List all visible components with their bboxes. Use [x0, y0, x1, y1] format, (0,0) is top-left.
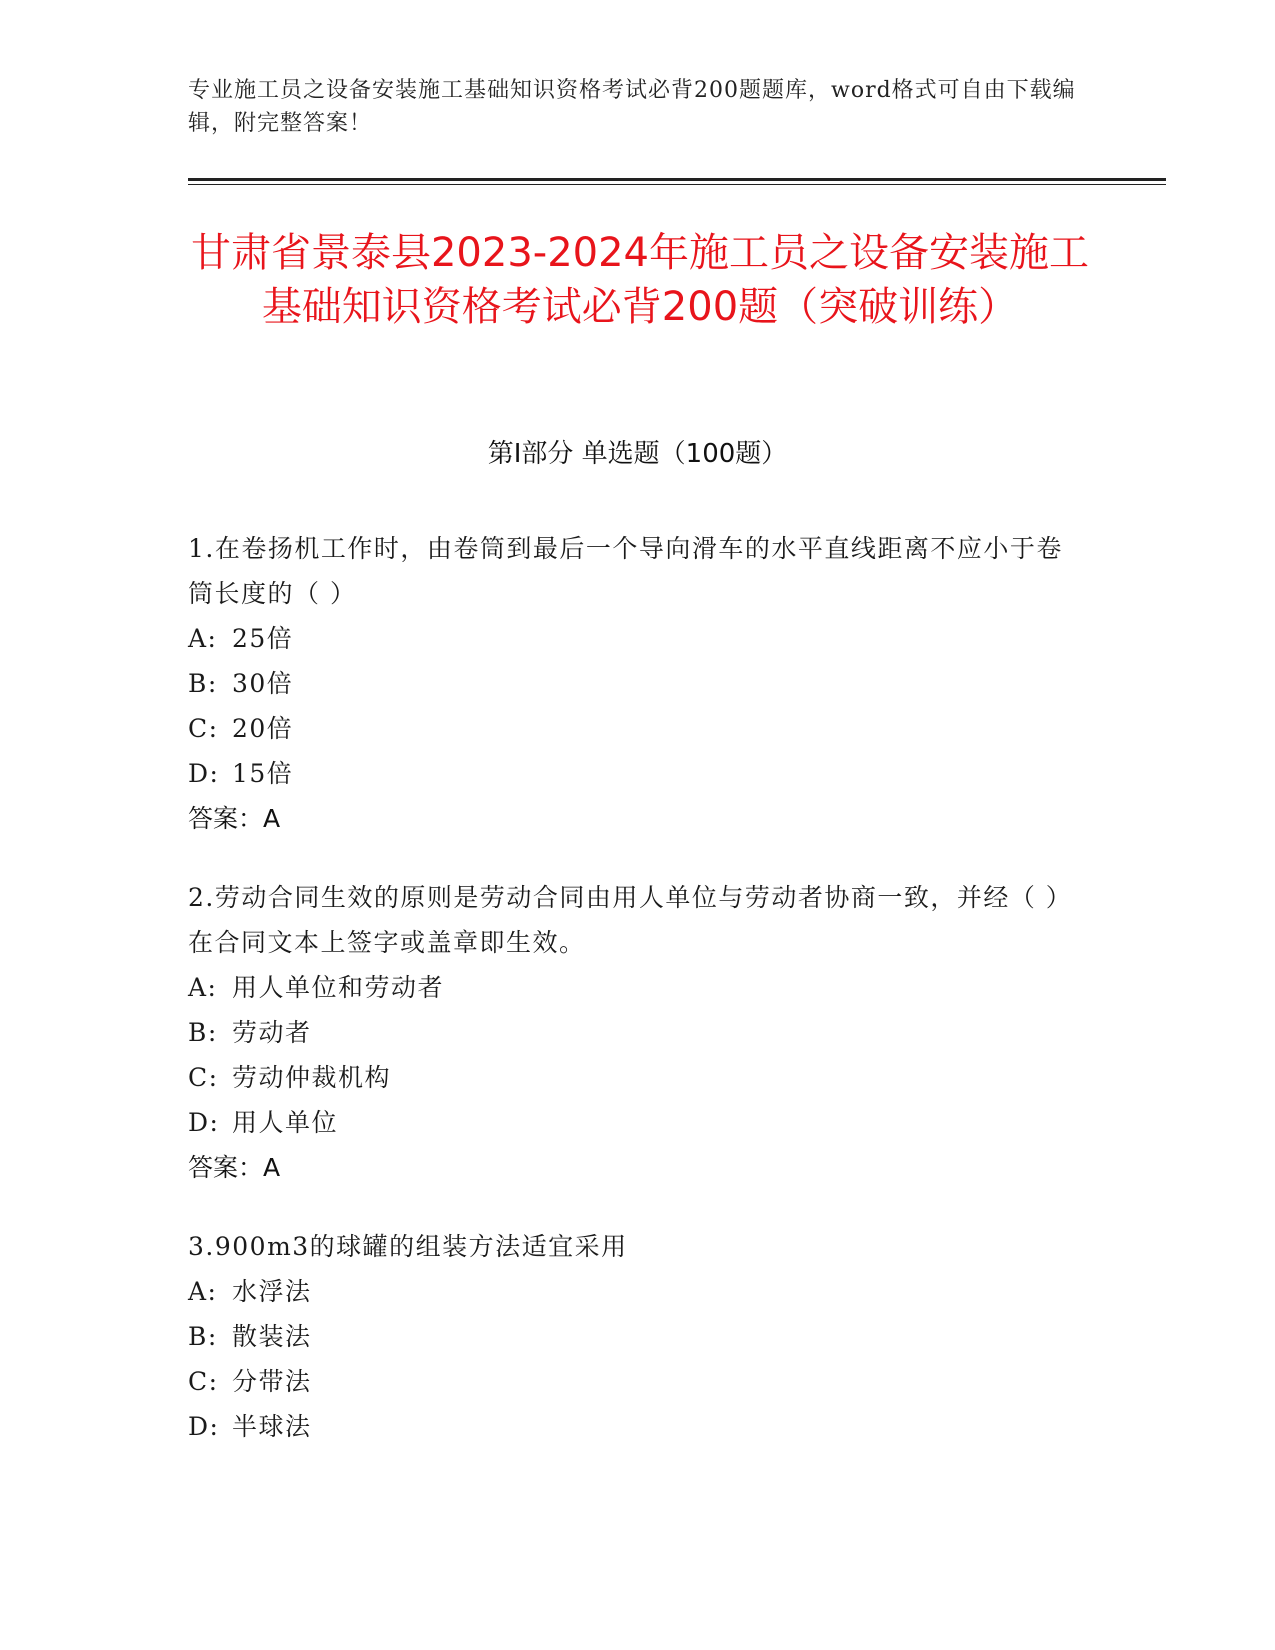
option-key: B:	[188, 1322, 218, 1351]
option-text: 用人单位	[232, 1108, 339, 1137]
option-c	[188, 1055, 1068, 1100]
option-d	[188, 1100, 1068, 1145]
option-key: D:	[188, 1412, 220, 1441]
option-key: A:	[188, 624, 218, 653]
option-key: C:	[188, 714, 219, 743]
option-b	[188, 661, 1068, 706]
option-text: 劳动者	[232, 1018, 312, 1047]
option-c	[188, 706, 1068, 751]
option-text: 15倍	[232, 759, 294, 788]
option-c	[188, 1359, 1068, 1404]
option-key: B:	[188, 1018, 218, 1047]
answer-line: 答案：A	[188, 1153, 281, 1182]
option-key: C:	[188, 1063, 219, 1092]
option-key: D:	[188, 759, 220, 788]
option-text: 30倍	[232, 669, 294, 698]
header-divider-thin	[188, 184, 1166, 185]
option-a	[188, 1269, 1068, 1314]
option-key: D:	[188, 1108, 220, 1137]
option-a	[188, 616, 1068, 661]
question-stem: 2.劳动合同生效的原则是劳动合同由用人单位与劳动者协商一致，并经（ ）在合同文本上签字或盖章即生效。	[188, 883, 1060, 957]
option-text: 分带法	[232, 1367, 312, 1396]
document-title: 甘肃省景泰县2023-2024年施工员之设备安装施工基础知识资格考试必背200题（突破训练）	[190, 230, 1090, 330]
question-stem: 1.在卷扬机工作时，由卷筒到最后一个导向滑车的水平直线距离不应小于卷筒长度的（ ）	[188, 534, 1063, 608]
option-text: 用人单位和劳动者	[232, 973, 445, 1002]
question-item	[188, 875, 1068, 1190]
option-text: 25倍	[232, 624, 294, 653]
question-item	[188, 526, 1068, 841]
option-key: A:	[188, 973, 218, 1002]
option-d	[188, 751, 1068, 796]
option-d	[188, 1404, 1068, 1449]
question-stem: 3.900m3的球罐的组装方法适宜采用	[188, 1232, 628, 1261]
option-b	[188, 1314, 1068, 1359]
header-note: 专业施工员之设备安装施工基础知识资格考试必背200题题库，word格式可自由下载编辑，附完整答案！	[188, 78, 1076, 136]
option-text: 水浮法	[232, 1277, 312, 1306]
option-text: 劳动仲裁机构	[232, 1063, 392, 1092]
option-key: A:	[188, 1277, 218, 1306]
answer-line: 答案：A	[188, 804, 281, 833]
option-a	[188, 965, 1068, 1010]
option-key: C:	[188, 1367, 219, 1396]
header-divider-thick	[188, 178, 1166, 181]
option-text: 20倍	[232, 714, 294, 743]
option-text: 散装法	[232, 1322, 312, 1351]
section-heading: 第I部分 单选题（100题）	[487, 439, 788, 469]
option-text: 半球法	[232, 1412, 312, 1441]
question-list	[188, 526, 1068, 1483]
option-b	[188, 1010, 1068, 1055]
question-item	[188, 1224, 1068, 1449]
option-key: B:	[188, 669, 218, 698]
